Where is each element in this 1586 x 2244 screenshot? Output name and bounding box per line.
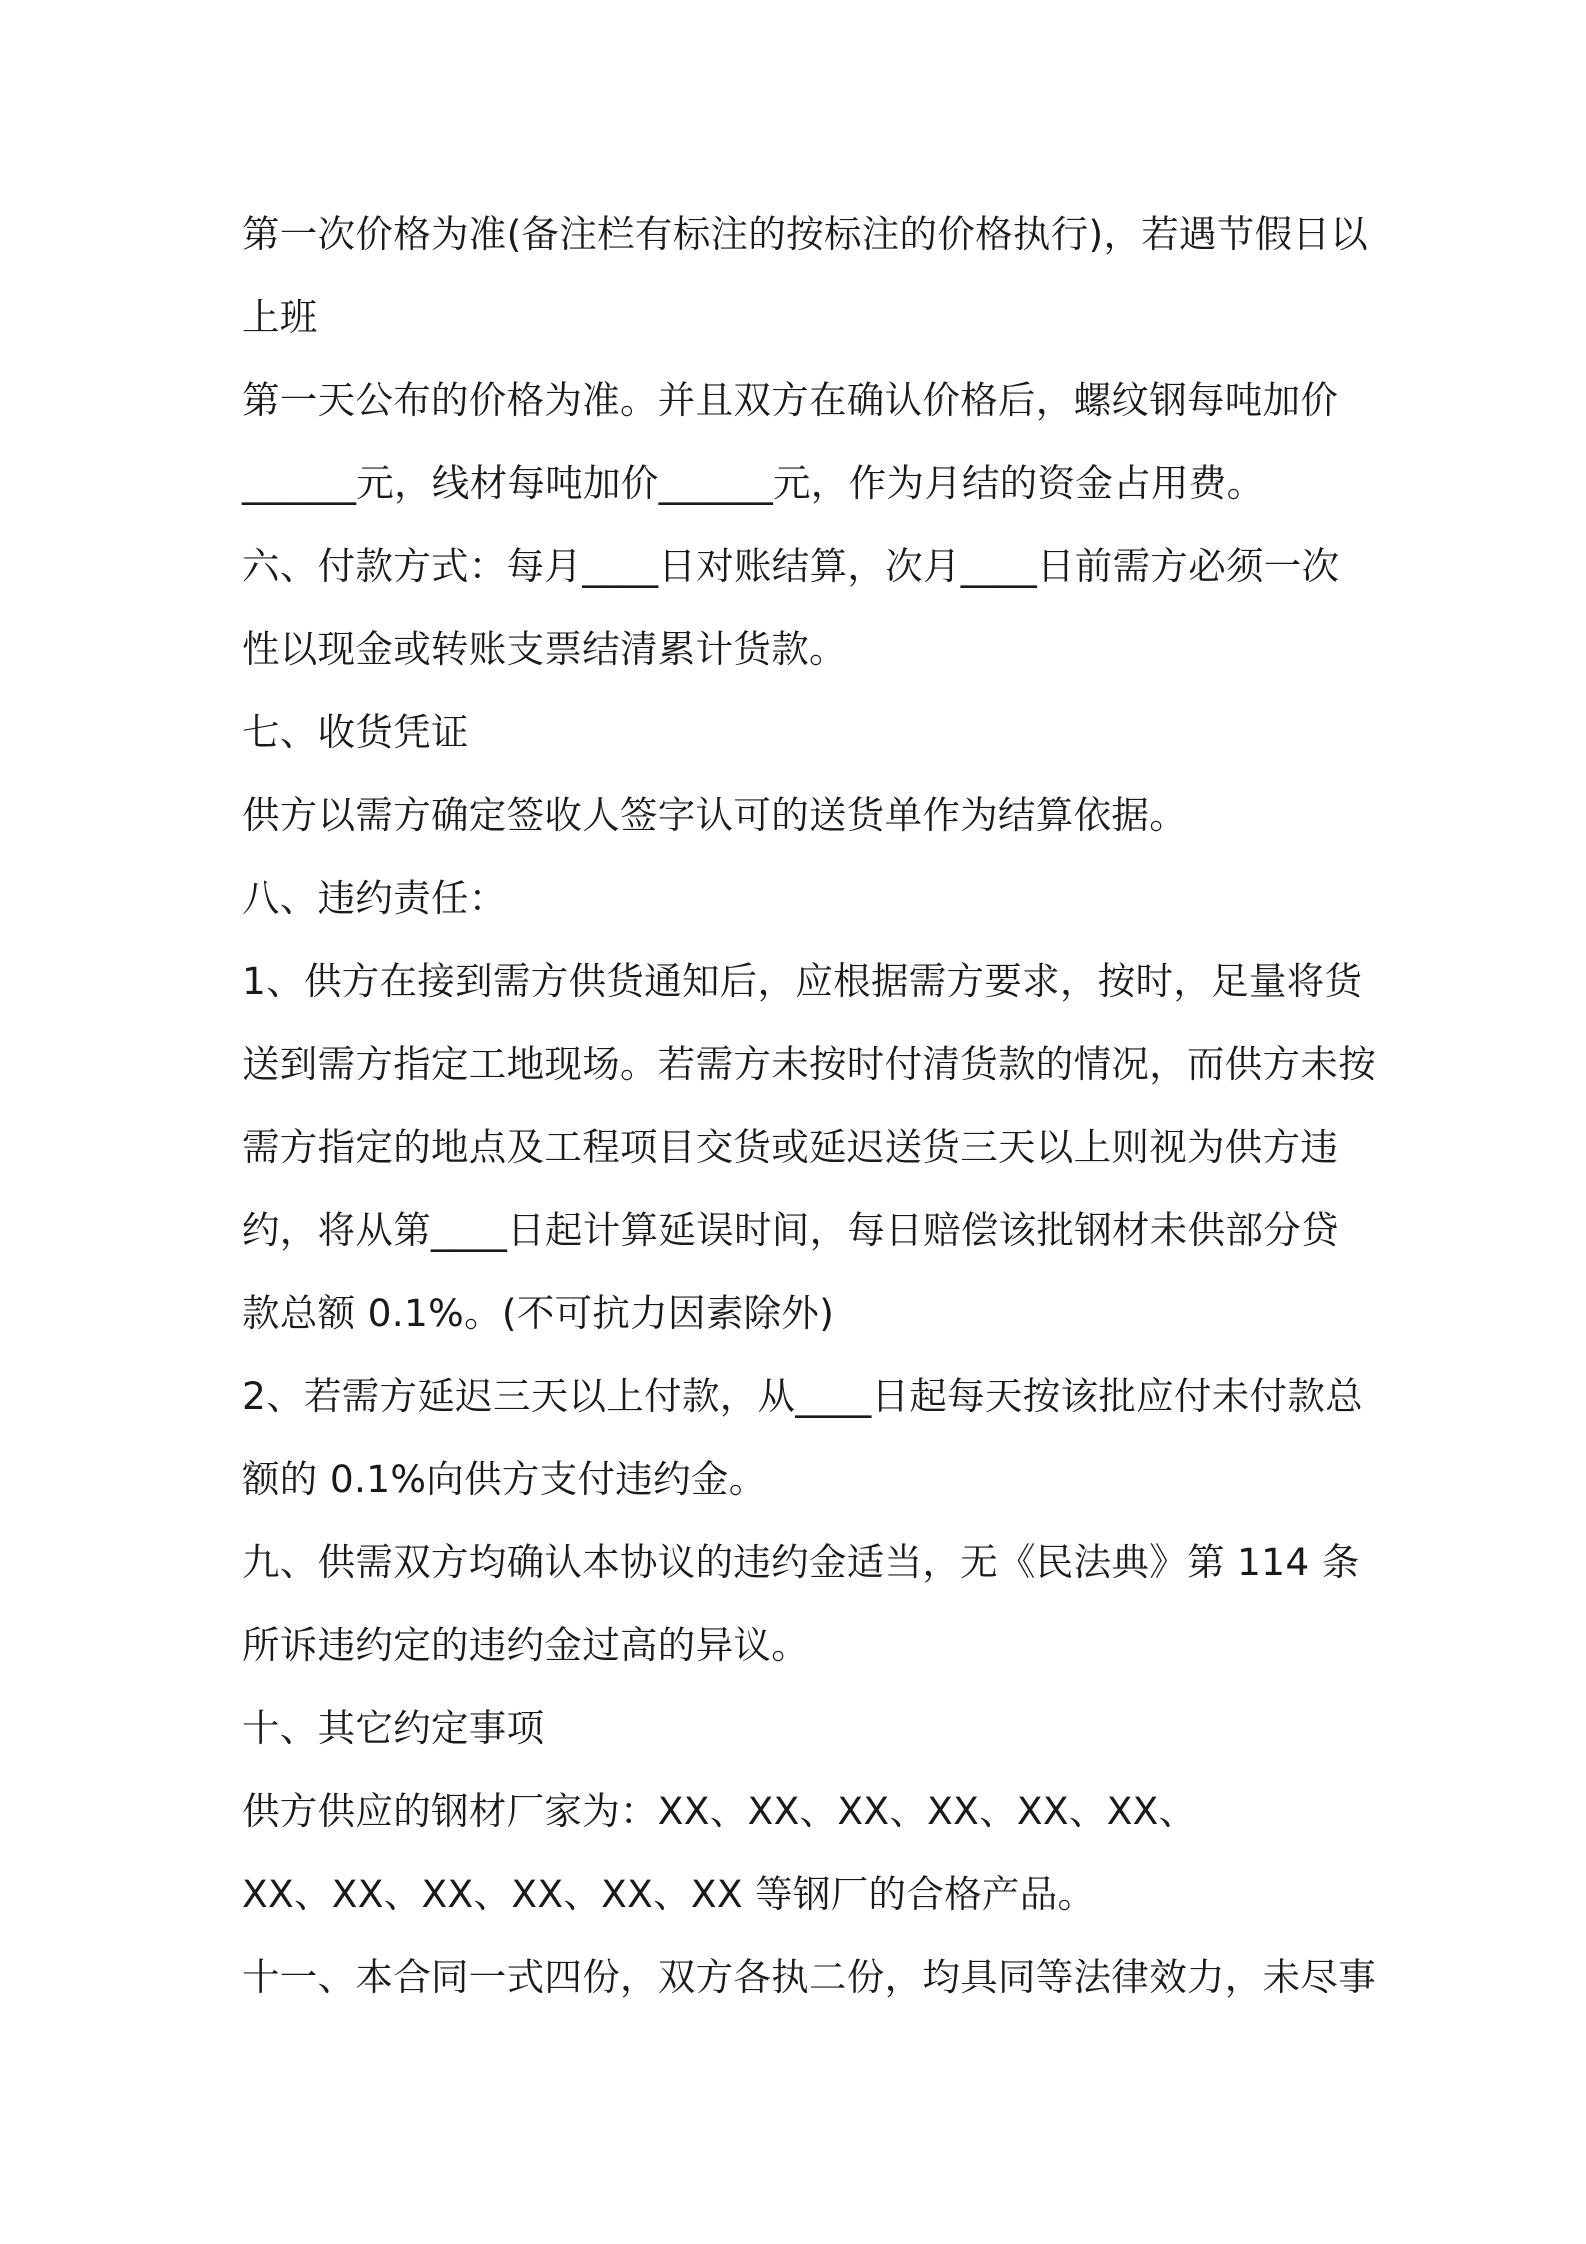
text-line: 送到需方指定工地现场。若需方未按时付清货款的情况，而供方未按 bbox=[242, 1042, 1376, 1086]
section-heading-receipt: 七、收货凭证 bbox=[242, 710, 469, 754]
text-line: 1、供方在接到需方供货通知后，应根据需方要求，按时，足量将货 bbox=[242, 959, 1363, 1003]
text-line: XX、XX、XX、XX、XX、XX 等钢厂的合格产品。 bbox=[242, 1872, 1096, 1916]
text-line: 需方指定的地点及工程项目交货或延迟送货三天以上则视为供方违 bbox=[242, 1125, 1339, 1169]
text-line: 第一天公布的价格为准。并且双方在确认价格后，螺纹钢每吨加价 bbox=[242, 378, 1339, 422]
text-line: 款总额 0.1%。(不可抗力因素除外) bbox=[242, 1291, 835, 1335]
section-heading-liability: 八、违约责任： bbox=[242, 876, 507, 920]
text-line: 所诉违约定的违约金过高的异议。 bbox=[242, 1623, 809, 1667]
section-heading-copies: 十一、本合同一式四份，双方各执二份，均具同等法律效力，未尽事 bbox=[242, 1955, 1376, 1999]
document-body bbox=[242, 193, 1376, 2019]
text-line: 供方供应的钢材厂家为：XX、XX、XX、XX、XX、XX、 bbox=[242, 1789, 1197, 1833]
text-line: 第一次价格为准(备注栏有标注的按标注的价格执行)，若遇节假日以 bbox=[242, 212, 1369, 256]
text-line: 2、若需方延迟三天以上付款，从____日起每天按该批应付未付款总 bbox=[242, 1374, 1363, 1418]
text-line: 供方以需方确定签收人签字认可的送货单作为结算依据。 bbox=[242, 793, 1187, 837]
text-line: 约，将从第____日起计算延误时间，每日赔偿该批钢材未供部分贷 bbox=[242, 1208, 1339, 1252]
section-heading-payment: 六、付款方式：每月____日对账结算，次月____日前需方必须一次 bbox=[242, 544, 1340, 588]
section-heading-other-terms: 十、其它约定事项 bbox=[242, 1706, 545, 1750]
text-line: 上班 bbox=[242, 295, 318, 339]
text-line: 性以现金或转账支票结清累计货款。 bbox=[242, 627, 847, 671]
text-line: ______元，线材每吨加价______元，作为月结的资金占用费。 bbox=[242, 461, 1265, 505]
section-heading-penalty-confirm: 九、供需双方均确认本协议的违约金适当，无《民法典》第 114 条 bbox=[242, 1540, 1360, 1584]
text-line: 额的 0.1%向供方支付违约金。 bbox=[242, 1457, 767, 1501]
